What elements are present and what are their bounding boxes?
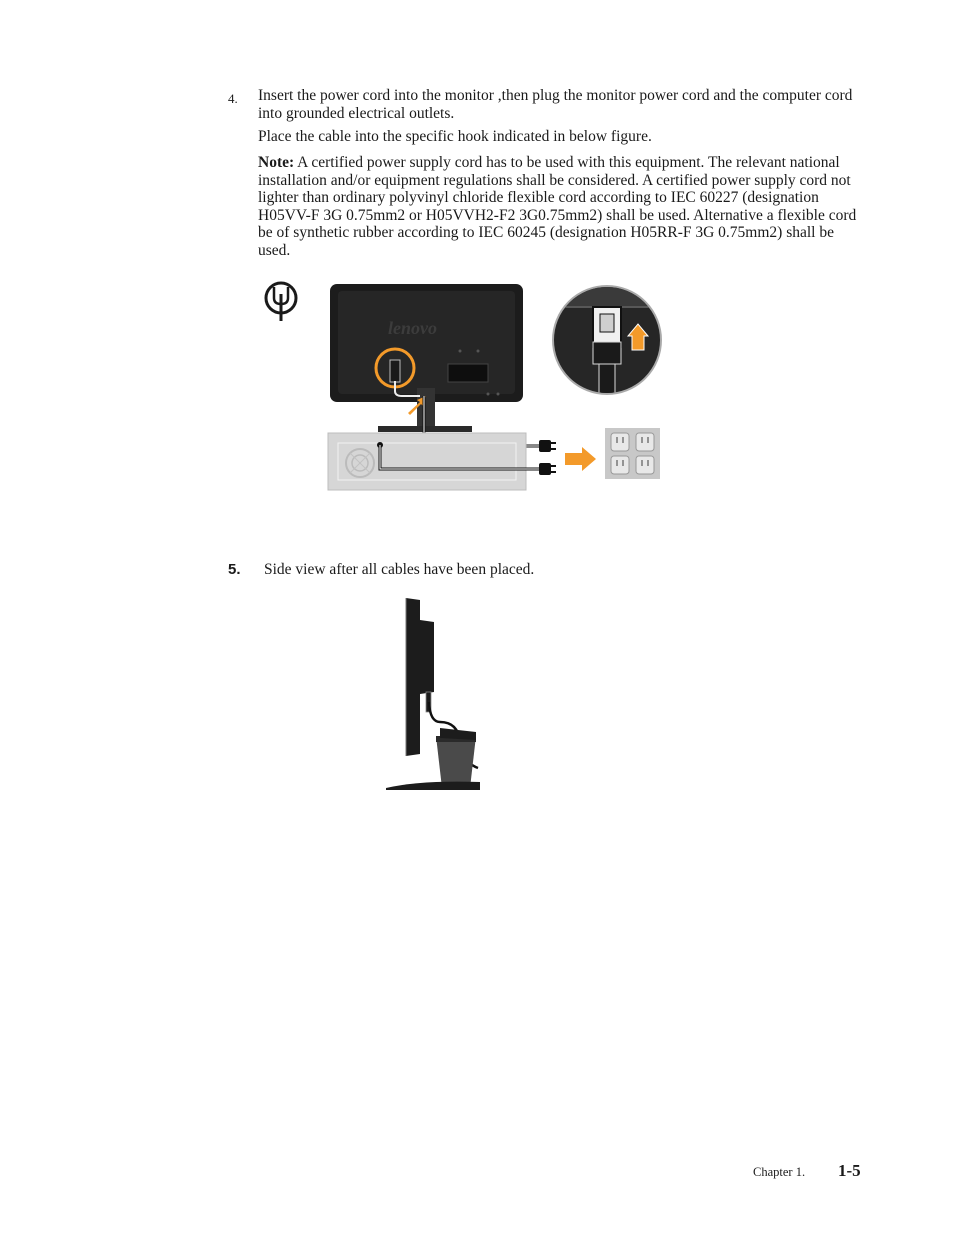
step-4-cable-text: Place the cable into the specific hook indicated in below figure. — [258, 128, 652, 145]
step-4-text: Insert the power cord into the monitor ,then plug the monitor power cord and the computer cord into grounded electrical outlets. — [258, 87, 853, 122]
computer-plug — [539, 463, 556, 475]
wall-outlets-illustration — [605, 428, 660, 479]
note-text: A certified power supply cord has to be used with this equipment. The relevant national installation and/or equipment regulations shall be considered. A certified power supply cord not lighter than ordinary polyvinyl chloride flexible cord according to IEC 60227 (designation H05VV-F 3G 0.75mm2 or H05VVH2-F2 3G0.75mm2) shall be used. Alternative a flexible cord be of synthetic rubber according to IEC 60245 (designation H05RR-F 3G 0.75mm2) shall be used. — [258, 154, 857, 259]
monitor-brand-logo: lenovo — [388, 318, 437, 338]
footer-page-number: 1-5 — [838, 1161, 861, 1180]
side-view-figure — [380, 592, 490, 792]
outlet-arrow — [565, 447, 596, 471]
power-connection-figure — [260, 276, 665, 496]
connector-zoom-illustration — [550, 286, 665, 394]
monitor-rear-illustration — [330, 284, 523, 432]
step-5-text: Side view after all cables have been placed. — [264, 561, 535, 578]
monitor-side-illustration — [386, 598, 480, 790]
step-4-number: 4. — [228, 91, 238, 106]
note-label: Note: — [258, 154, 295, 171]
note-paragraph — [258, 154, 858, 260]
footer-chapter: Chapter 1. — [753, 1165, 806, 1179]
computer-illustration — [328, 433, 526, 490]
step-5-number: 5. — [228, 561, 241, 578]
monitor-plug — [539, 440, 556, 452]
power-plug-icon — [266, 283, 296, 321]
